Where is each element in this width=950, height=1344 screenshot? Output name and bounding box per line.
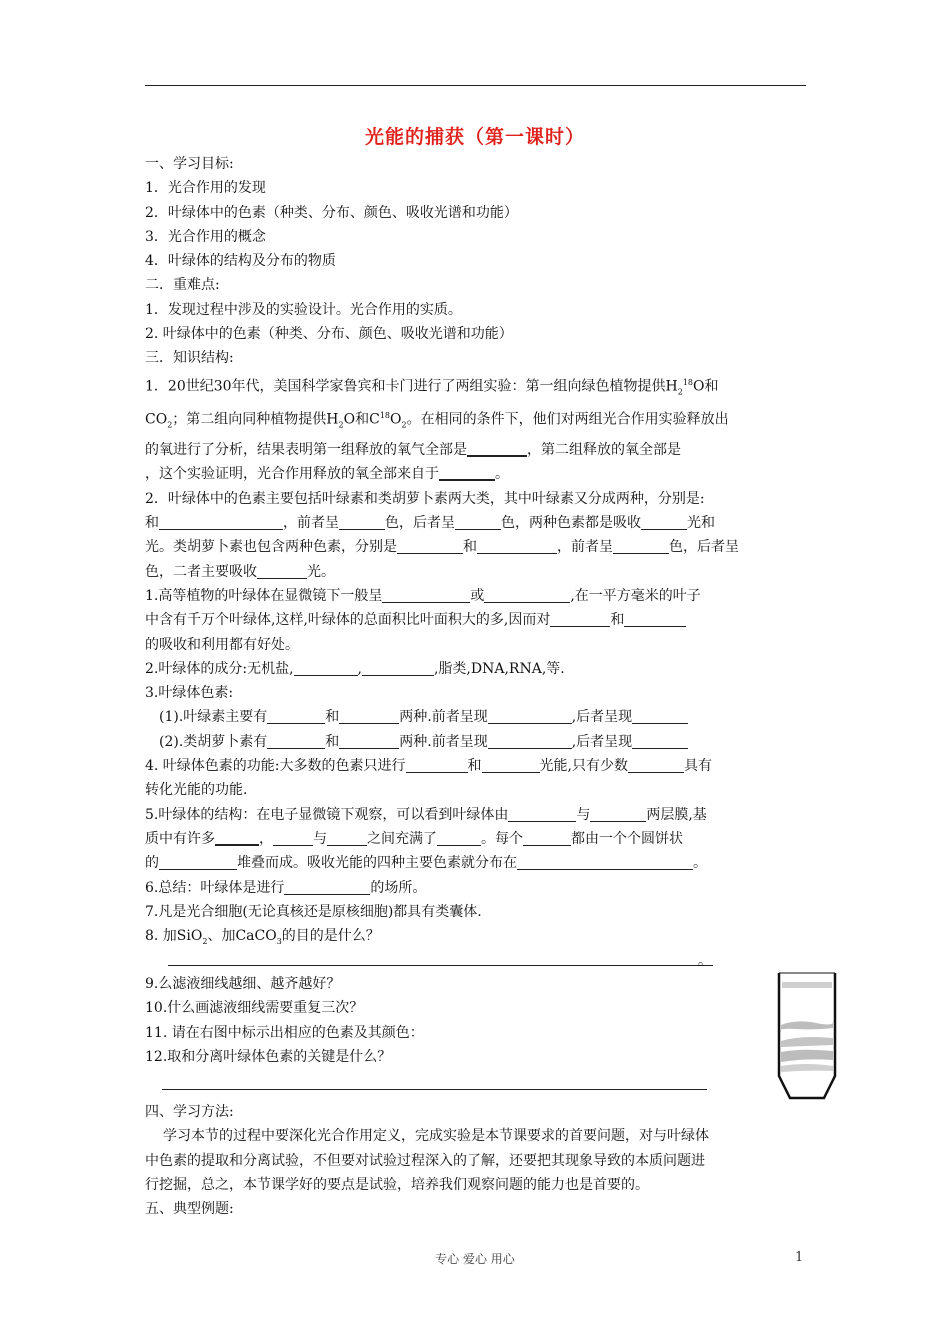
fill-blank[interactable] — [641, 515, 687, 530]
fill-blank[interactable] — [273, 831, 313, 846]
tube-outline — [779, 973, 835, 1098]
key-point-item: 2. 叶绿体中的色素（种类、分布、颜色、吸收光谱和功能） — [145, 326, 513, 343]
fill-blank[interactable] — [437, 831, 481, 846]
pigment-band — [781, 1064, 833, 1072]
fill-blank[interactable] — [339, 709, 399, 724]
pigment-band — [780, 1020, 833, 1032]
key-point-item: 1．发现过程中涉及的实验设计。光合作用的实质。 — [145, 301, 462, 318]
question-10: 10.什么画滤液细线需要重复三次？ — [145, 1000, 364, 1017]
goal-item: 1．光合作用的发现 — [145, 180, 266, 197]
page-number: 1 — [795, 1250, 804, 1265]
answer-line[interactable] — [168, 965, 713, 966]
fill-blank[interactable] — [455, 515, 501, 530]
paragraph-line: 行挖掘，总之，本节课学好的要点是试验，培养我们观察问题的能力也是首要的。 — [145, 1176, 649, 1193]
fill-blank[interactable] — [339, 734, 399, 749]
chromatography-tube-figure — [776, 972, 838, 1104]
goal-item: 3．光合作用的概念 — [145, 228, 266, 245]
paragraph-line: 1．20世纪30年代，美国科学家鲁宾和卡门进行了两组实验：第一组向绿色植物提供$H_2^{18}O$和 — [145, 377, 719, 397]
fill-blank[interactable] — [613, 539, 669, 554]
pigment-band — [781, 1037, 833, 1047]
paragraph-line: 7.凡是光合细胞(无论真核还是原核细胞)都具有类囊体. — [145, 903, 482, 920]
fill-blank[interactable] — [624, 612, 686, 627]
pigment-band — [781, 1050, 833, 1062]
fill-blank[interactable] — [439, 465, 495, 481]
paragraph-line: (2).类胡萝卜素有 和 两种.前者呈现 ,后者呈现 — [145, 730, 807, 754]
fill-blank[interactable] — [382, 588, 470, 603]
paragraph-line: 的吸收和利用都有好处。 — [145, 636, 299, 653]
fill-blank[interactable] — [397, 539, 463, 554]
paragraph-line: $CO_2$；第二组向同种植物提供$H_2O$和$C^{18}O_2$。在相同的条件下，他们对两组光合作用实验释放出 — [145, 411, 729, 430]
fill-blank[interactable] — [632, 709, 688, 724]
paragraph-line: (1).叶绿素主要有 和 两种.前者呈现 ,后者呈现 — [145, 705, 807, 729]
fill-blank[interactable] — [339, 515, 385, 530]
fill-blank[interactable] — [362, 661, 434, 676]
paragraph-line: 6.总结：叶绿体是进行 的场所。 — [145, 879, 427, 896]
paragraph-line: 色，二者主要吸收 光。 — [145, 563, 335, 580]
section-heading-examples: 五、典型例题: — [145, 1201, 234, 1218]
fill-blank[interactable] — [406, 758, 468, 773]
paragraph-line: ，这个实验证明，光合作用释放的氧全部来自于 。 — [145, 466, 509, 483]
fill-blank[interactable] — [590, 807, 646, 822]
section-heading-key-points: 二．重难点: — [145, 277, 220, 294]
fill-blank[interactable] — [550, 612, 610, 627]
document-body — [145, 152, 807, 954]
paragraph-line: 4. 叶绿体色素的功能:大多数的色素只进行 和 光能,只有少数 具有 — [145, 758, 712, 775]
fill-blank[interactable] — [294, 661, 358, 676]
section-heading-goals: 一、学习目标: — [145, 156, 234, 172]
paragraph-line: 1.高等植物的叶绿体在显微镜下一般呈 或 ,在一平方毫米的叶子 — [145, 587, 701, 604]
fill-blank[interactable] — [484, 588, 570, 603]
fill-blank[interactable] — [632, 734, 688, 749]
footer-motto: 专心 爱心 用心 — [435, 1252, 515, 1266]
fill-blank[interactable] — [482, 758, 540, 773]
goal-item: 4．叶绿体的结构及分布的物质 — [145, 253, 336, 270]
paragraph-line: 的氧进行了分析，结果表明第一组释放的氧气全部是 ，第二组释放的氧全部是 — [145, 442, 681, 459]
fill-blank[interactable] — [159, 855, 237, 870]
question-12: 12.取和分离叶绿体色素的关键是什么？ — [145, 1048, 392, 1065]
paragraph-line: 中色素的提取和分离试验，不但要对试验过程深入的了解，还要把其现象导致的本质问题进 — [145, 1152, 705, 1169]
question-8: 8. 加SiO$_2$、加CaCO$_3$的目的是什么？ — [145, 928, 380, 946]
fill-blank[interactable] — [517, 855, 693, 870]
page-title: 光能的捕获（第一课时） — [364, 126, 585, 148]
fill-blank[interactable] — [628, 758, 684, 773]
paragraph-line: 中含有千万个叶绿体,这样,叶绿体的总面积比叶面积大的多,因而对 和 — [145, 608, 807, 632]
questions-block — [145, 972, 424, 1069]
section-heading-knowledge: 三．知识结构: — [145, 350, 234, 367]
fill-blank[interactable] — [284, 880, 370, 895]
paragraph-line: 光。类胡萝卜素也包含两种色素，分别是 和 ，前者呈 色，后者呈 — [145, 539, 739, 556]
paragraph-line: 2．叶绿体中的色素主要包括叶绿素和类胡萝卜素两大类，其中叶绿素又分成两种，分别是: — [145, 490, 705, 507]
fill-blank[interactable] — [477, 539, 557, 554]
header-rule — [145, 85, 806, 86]
section-heading-methods: 四、学习方法: — [145, 1104, 234, 1120]
paragraph-line: 转化光能的功能. — [145, 782, 248, 799]
paragraph-line: 和 ，前者呈 色，后者呈 色，两种色素都是吸收 光和 — [145, 515, 715, 532]
goal-item: 2．叶绿体中的色素（种类、分布、颜色、吸收光谱和功能） — [145, 204, 518, 221]
fill-blank[interactable] — [257, 564, 307, 579]
paragraph-line: 2.叶绿体的成分:无机盐, , ,脂类,DNA,RNA,等. — [145, 660, 565, 677]
fill-blank[interactable] — [267, 709, 325, 724]
fill-blank[interactable] — [488, 709, 572, 724]
fill-blank[interactable] — [159, 515, 283, 530]
fill-blank[interactable] — [467, 441, 527, 457]
question-11: 11. 请在右图中标示出相应的色素及其颜色： — [145, 1024, 424, 1041]
question-9: 9.么滤液细线越细、越齐越好？ — [145, 976, 341, 992]
top-band — [782, 982, 832, 988]
fill-blank[interactable] — [327, 831, 367, 846]
methods-section — [145, 1100, 807, 1221]
fill-blank[interactable] — [508, 807, 576, 822]
fill-blank[interactable] — [215, 830, 259, 846]
paragraph-line: 的 堆叠而成。吸收光能的四种主要色素就分布在 。 — [145, 855, 707, 872]
period-mark: 。 — [698, 953, 712, 969]
paragraph-line: 学习本节的过程中要深化光合作用定义，完成实验是本节课要求的首要问题，对与叶绿体 — [163, 1128, 709, 1145]
fill-blank[interactable] — [267, 734, 325, 749]
fill-blank[interactable] — [488, 734, 572, 749]
paragraph-line: 3.叶绿体色素: — [145, 685, 234, 702]
answer-line[interactable] — [162, 1089, 707, 1090]
fill-blank[interactable] — [523, 831, 571, 846]
paragraph-line: 质中有许多 ， 与 之间充满了 。每个 都由一个个圆饼状 — [145, 830, 683, 847]
paragraph-line: 5.叶绿体的结构：在电子显微镜下观察，可以看到叶绿体由 与 两层膜,基 — [145, 806, 707, 823]
